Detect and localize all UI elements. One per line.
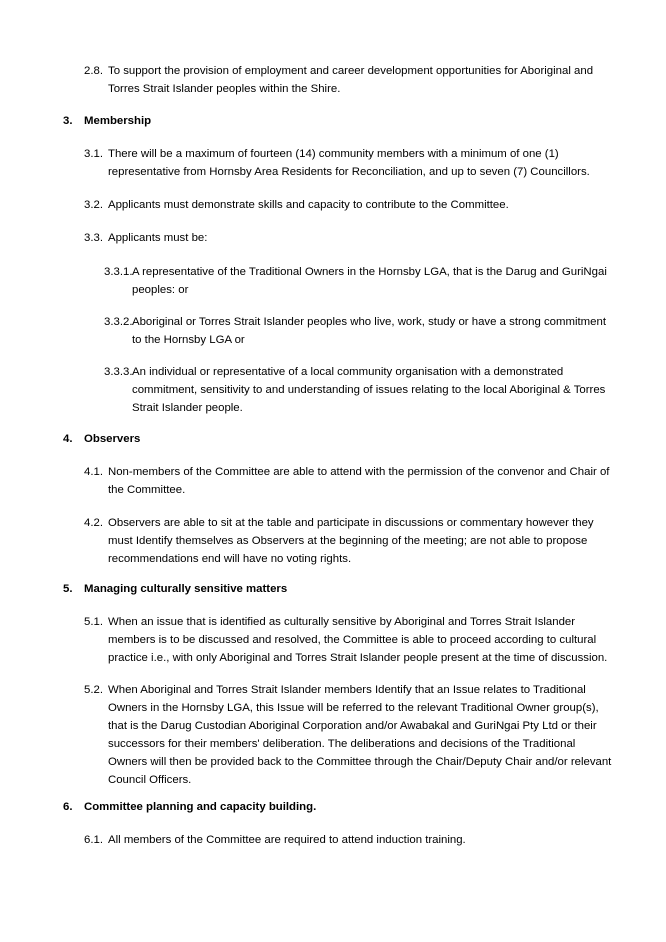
clause-2-8 [84,62,614,98]
section-title: Observers [84,433,141,445]
clause-number: 3.3.1. [104,266,133,278]
section-heading-observers [63,430,603,448]
clause-3-3-3 [104,363,614,417]
clause-number: 3.2. [84,199,103,211]
section-number: 5. [63,583,73,595]
section-heading-committee-planning [63,798,603,816]
clause-3-2 [84,196,614,214]
section-number: 3. [63,115,73,127]
clause-text: A representative of the Traditional Owners in the Hornsby LGA, that is the Darug and GuriNgai peoples: or [132,266,607,296]
clause-text: Applicants must demonstrate skills and capacity to contribute to the Committee. [108,199,509,211]
section-title: Managing culturally sensitive matters [84,583,288,595]
clause-number: 3.1. [84,148,103,160]
section-number: 6. [63,801,73,813]
clause-3-3 [84,229,614,247]
clause-6-1 [84,831,614,849]
clause-text: There will be a maximum of fourteen (14) community members with a minimum of one (1) representative from Hornsby Area Residents for Reconciliation, and up to seven (7) Councillors. [108,148,590,178]
clause-number: 3.3. [84,232,103,244]
clause-number: 5.2. [84,684,103,696]
clause-text: Aboriginal or Torres Strait Islander peoples who live, work, study or have a strong commitment to the Hornsby LGA or [132,316,606,346]
clause-number: 4.1. [84,466,103,478]
clause-text: All members of the Committee are required to attend induction training. [108,834,466,846]
clause-number: 3.3.3. [104,366,133,378]
clause-text: Applicants must be: [108,232,208,244]
clause-4-1 [84,463,614,499]
section-heading-membership [63,112,603,130]
clause-text: An individual or representative of a local community organisation with a demonstrated commitment, sensitivity to and understanding of issues relating to the local Aboriginal & Torres Strait Islander people. [132,366,606,414]
clause-3-1 [84,145,614,181]
clause-text: When Aboriginal and Torres Strait Islander members Identify that an Issue relates to Traditional Owners in the Hornsby LGA, this Issue will be referred to the relevant Traditional Owner group(s), that is the Darug Custodian Aboriginal Corporation and/or Awabakal and GuriNgai Pty Ltd or their successors for their members' deliberation. The deliberations and decisions of the Traditional Owners will then be provided back to the Committee through the Chair/Deputy Chair and/or relevant Council Officers. [108,684,612,786]
clause-4-2 [84,514,614,568]
clause-text: Observers are able to sit at the table and participate in discussions or commentary however they must Identify themselves as Observers at the beginning of the meeting; are not able to propose recommendations end will have no voting rights. [108,517,594,565]
clause-3-3-2 [104,313,614,349]
clause-5-1 [84,613,614,667]
clause-5-2 [84,681,614,789]
clause-text: When an issue that is identified as culturally sensitive by Aboriginal and Torres Strait Islander members is to be discussed and resolved, the Committee is able to proceed according to cultural practice i.e., with only Aboriginal and Torres Strait Islander people present at the time of discussion. [108,616,608,664]
section-title: Membership [84,115,152,127]
clause-number: 5.1. [84,616,103,628]
clause-number: 3.3.2. [104,316,133,328]
clause-text: To support the provision of employment and career development opportunities for Aboriginal and Torres Strait Islander peoples within the Shire. [108,65,594,95]
section-number: 4. [63,433,73,445]
clause-text: Non-members of the Committee are able to attend with the permission of the convenor and Chair of the Committee. [108,466,610,496]
section-heading-culturally-sensitive [63,580,603,598]
clause-number: 6.1. [84,834,103,846]
clause-3-3-1 [104,263,614,299]
clause-number: 4.2. [84,517,103,529]
clause-number: 2.8. [84,65,103,77]
section-title: Committee planning and capacity building. [84,801,317,813]
